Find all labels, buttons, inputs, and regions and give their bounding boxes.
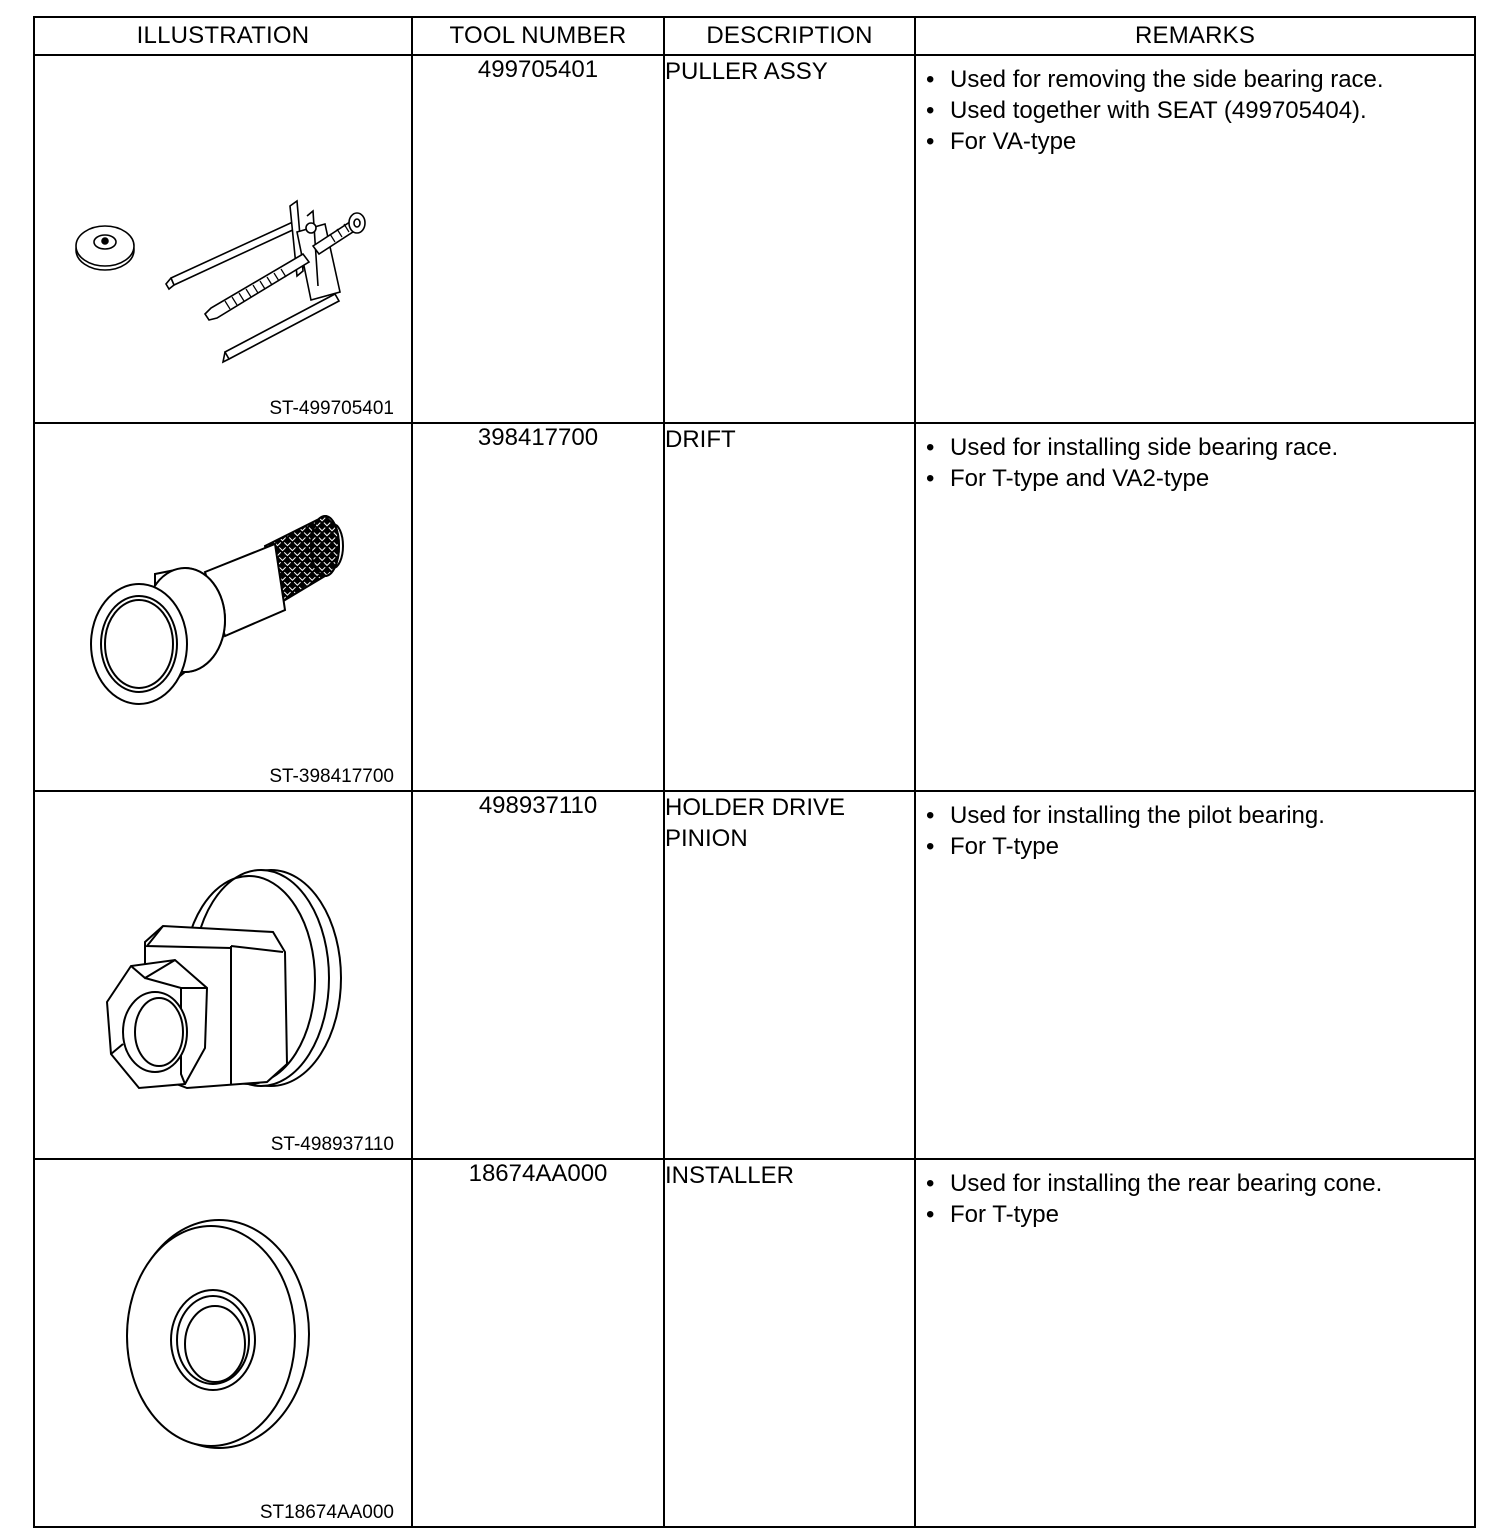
remark-item <box>926 432 1474 463</box>
drift-illustration <box>35 424 411 790</box>
remarks <box>915 1159 1475 1527</box>
remark-text: For T-type and VA2-type <box>950 465 1210 492</box>
tool-number: 18674AA000 <box>412 1159 664 1527</box>
table-row <box>34 423 1475 791</box>
remark-item <box>926 64 1474 95</box>
bullet-icon: • <box>926 128 935 155</box>
illustration-code: ST-499705401 <box>269 398 394 419</box>
holder-drive-pinion-illustration <box>35 792 411 1158</box>
table-row <box>34 55 1475 423</box>
header-illustration: ILLUSTRATION <box>34 17 412 55</box>
header-tool-number: TOOL NUMBER <box>412 17 664 55</box>
bullet-icon: • <box>926 802 935 829</box>
illustration-code: ST-498937110 <box>270 1134 394 1155</box>
bullet-icon: • <box>926 833 935 860</box>
description: PULLER ASSY <box>664 55 915 423</box>
remark-item <box>926 800 1474 831</box>
header-description: DESCRIPTION <box>664 17 915 55</box>
remark-text: For VA-type <box>950 128 1077 155</box>
remark-text: For T-type <box>950 833 1059 860</box>
bullet-icon: • <box>926 1201 935 1228</box>
illustration-cell <box>34 55 412 423</box>
header-remarks: REMARKS <box>915 17 1475 55</box>
description: DRIFT <box>664 423 915 791</box>
remark-text: Used for installing side bearing race. <box>950 434 1339 461</box>
description: HOLDER DRIVE PINION <box>664 791 915 1159</box>
remark-item <box>926 1199 1474 1230</box>
remark-text: Used for installing the pilot bearing. <box>950 802 1325 829</box>
tool-number: 498937110 <box>412 791 664 1159</box>
illustration-cell <box>34 791 412 1159</box>
remark-text: For T-type <box>950 1201 1059 1228</box>
remarks <box>915 423 1475 791</box>
bullet-icon: • <box>926 434 935 461</box>
illustration-cell <box>34 1159 412 1527</box>
puller-assy-illustration <box>35 56 411 422</box>
remark-item <box>926 831 1474 862</box>
remark-item <box>926 95 1474 126</box>
table-row <box>34 791 1475 1159</box>
remark-item <box>926 1168 1474 1199</box>
remark-item <box>926 126 1474 157</box>
remark-text: Used together with SEAT (499705404). <box>950 97 1367 124</box>
remarks-list <box>916 424 1474 494</box>
bullet-icon: • <box>926 1170 935 1197</box>
description: INSTALLER <box>664 1159 915 1527</box>
remarks-list <box>916 792 1474 862</box>
tool-number: 398417700 <box>412 423 664 791</box>
header-row <box>34 17 1475 55</box>
remarks-list <box>916 56 1474 157</box>
remarks-list <box>916 1160 1474 1230</box>
special-tools-table <box>33 16 1476 1528</box>
bullet-icon: • <box>926 97 935 124</box>
table-row <box>34 1159 1475 1527</box>
illustration-cell <box>34 423 412 791</box>
remark-text: Used for removing the side bearing race. <box>950 66 1384 93</box>
remarks <box>915 791 1475 1159</box>
remark-text: Used for installing the rear bearing cone. <box>950 1170 1383 1197</box>
illustration-code: ST-398417700 <box>269 766 394 787</box>
bullet-icon: • <box>926 465 935 492</box>
remark-item <box>926 463 1474 494</box>
bullet-icon: • <box>926 66 935 93</box>
tool-number: 499705401 <box>412 55 664 423</box>
illustration-code: ST18674AA000 <box>259 1502 394 1523</box>
installer-illustration <box>35 1160 411 1526</box>
remarks <box>915 55 1475 423</box>
